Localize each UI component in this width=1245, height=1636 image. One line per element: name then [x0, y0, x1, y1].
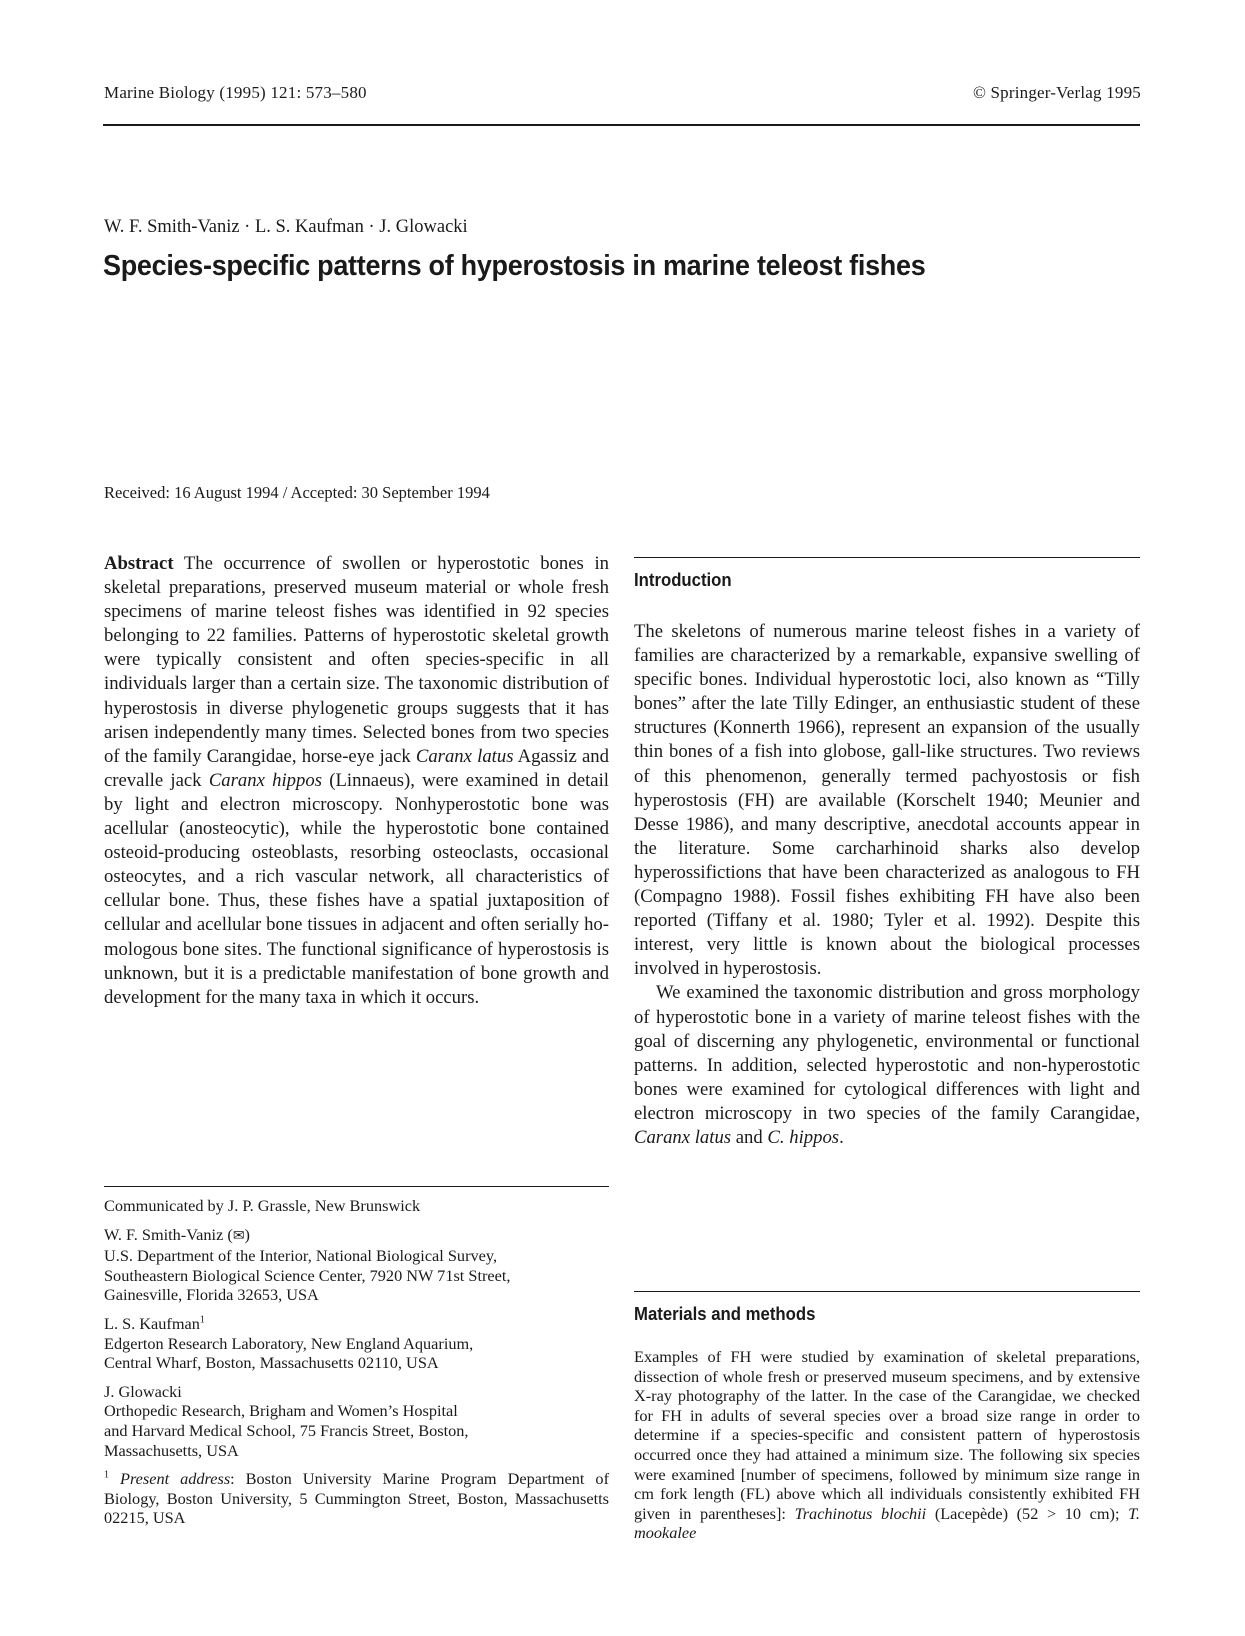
affiliation-kaufman: [104, 1314, 609, 1373]
species-name: Caranx hippos: [208, 769, 322, 791]
author-name: L. S. Kaufman: [104, 1313, 200, 1333]
received-dates: Received: 16 August 1994 / Accepted: 30 September 1994: [104, 483, 490, 502]
communicated-by: Communicated by J. P. Grassle, New Brunswick: [104, 1196, 421, 1215]
author-name: W. F. Smith-Vaniz: [104, 1224, 224, 1244]
header-rule: [103, 124, 1140, 126]
abstract-label: Abstract: [104, 553, 174, 574]
paragraph-text: We examined the taxonomic distribution and gross morphology of hyperostotic bone in a variety of marine teleost fishes with the goal of discerning any phylogenetic, environmental or functional patterns. In addition, selected hyperostotic and non-hyperostotic bones were examined for cytological differences with light and electron microscopy in two species of the family Carangidae,: [634, 982, 1140, 1124]
author-name: J. Glowacki: [104, 1381, 182, 1401]
footnote-marker: 1: [199, 1314, 205, 1326]
affiliation-line: and Harvard Medical School, 75 Francis Street, Boston,: [104, 1420, 469, 1440]
abstract: [104, 552, 609, 1010]
introduction-heading: Introduction: [634, 570, 732, 590]
section-rule: [634, 557, 1140, 558]
present-address-text: : Boston University Marine Program Department of Biology, Boston University, 5 Cummington Street, Boston, Massachusetts 02215, USA: [104, 1469, 609, 1528]
paragraph-text: and: [731, 1126, 768, 1148]
journal-citation: Marine Biology (1995) 121: 573–580: [104, 83, 367, 102]
affiliation-line: U.S. Department of the Interior, National Biological Survey,: [104, 1246, 498, 1266]
affiliation-line: Gainesville, Florida 32653, USA: [104, 1285, 319, 1305]
paragraph-text: .: [839, 1126, 844, 1148]
abstract-text: (Linnaeus), were examined in detail by light and electron microscopy. Nonhyperostotic bone was acellular (anosteocytic), while the hyperostotic bone contained osteoid-producing osteoblasts, resorbing osteoclasts, occasional osteocytes, and a rich vascular network, all characteristics of cellular bone. Thus, these fishes have a spatial juxtaposition of cellular and acellular bone tissues in adjacent and often serially homologous bone sites. The functional significance of hyperostosis is unknown, but it is a predictable manifestation of bone growth and development for the many taxa in which it occurs.: [104, 769, 609, 1008]
paragraph-text: (Lacepède) (52 > 10 cm);: [926, 1503, 1129, 1523]
introduction-paragraph: [634, 981, 1140, 1150]
present-address-note: [104, 1469, 609, 1528]
species-name: Caranx latus: [634, 1126, 732, 1148]
paragraph-text: Examples of FH were studied by examination of skeletal preparations, dissection of whole fresh or preserved museum specimens, and by extensive X-ray photography of the latter. In the case of the Carangidae, we checked for FH in adults of several species over a broad size range in order to determine if a species-specific and consistent pattern of hyperostosis occurred once they had attained a minimum size. The following six species were examined [number of specimens, followed by minimum size range in cm fork length (FL) above which all individuals consistently exhibited FH given in parentheses]:: [634, 1347, 1140, 1523]
affiliation-smith-vaniz: W. F. Smith-Vaniz (✉) U.S. Department of the Interior, National Biological Survey, Southeastern Biological Science Center, 7920 NW 71st Street, Gainesville, Florida 32653, USA: [104, 1225, 609, 1305]
present-address-label: Present address: [120, 1469, 231, 1489]
introduction-body: [634, 620, 1140, 1150]
copyright-notice: © Springer-Verlag 1995: [972, 83, 1141, 102]
envelope-icon: ✉: [232, 1228, 245, 1244]
author-list: W. F. Smith-Vaniz · L. S. Kaufman · J. Glowacki: [104, 217, 468, 237]
species-name: Caranx latus: [415, 745, 514, 767]
abstract-paragraph: [104, 552, 609, 1010]
footnote-rule: [104, 1186, 609, 1187]
footnote-marker: 1: [104, 1469, 109, 1481]
affiliation-line: Southeastern Biological Science Center, 7920 NW 71st Street,: [104, 1265, 511, 1285]
materials-methods-heading: Materials and methods: [634, 1304, 816, 1324]
section-rule: [634, 1291, 1140, 1292]
species-name: Trachinotus blochii: [794, 1503, 927, 1523]
affiliation-line: Orthopedic Research, Brigham and Women’s Hospital: [104, 1401, 458, 1421]
affiliation-line: Edgerton Research Laboratory, New England Aquarium,: [104, 1333, 474, 1353]
affiliation-glowacki: [104, 1382, 609, 1460]
species-name: T. mookalee: [634, 1503, 1140, 1543]
introduction-paragraph: The skeletons of numerous marine teleost fishes in a variety of families are characterized by a remarkable, expansive swelling of specific bones. Individual hyperostotic loci, also known as “Tilly bones” after the late Tilly Edinger, an enthusiastic student of these structures (Konnerth 1966), represent an expansion of the usually thin bones of a fish into globose, gall-like structures. Two reviews of this phenomenon, generally termed pachyostosis or fish hyperostosis (FH) are available (Korschelt 1940; Meunier and Desse 1986), and many descriptive, anecdotal accounts appear in the literature. Some carcharhinoid sharks also develop hyperossifictions that have been characterized as analogous to FH (Compagno 1988). Fossil fishes exhibiting FH have also been reported (Tiffany et al. 1980; Tyler et al. 1992). Despite this interest, very little is known about the biological processes involved in hyperostosis.: [634, 621, 1140, 980]
abstract-text: The occurrence of swollen or hyperostotic bones in skeletal preparations, preserved museum material or whole fresh specimens of marine teleost fishes was identified in 92 species belonging to 22 families. Patterns of hyperostotic skeletal growth were typically consistent and often species-specific in all individuals larger than a certain size. The taxonomic distribution of hyperostosis in diverse phylogenetic groups suggests that it has arisen independently many times. Selected bones from two species of the family Carangidae, horse-eye jack: [104, 553, 609, 767]
affiliation-line: Central Wharf, Boston, Massachusetts 02110, USA: [104, 1353, 439, 1373]
materials-methods-body: [634, 1347, 1140, 1543]
author-affiliations: [104, 1196, 609, 1537]
affiliation-line: Massachusetts, USA: [104, 1440, 239, 1460]
abstract-text: Agassiz and crevalle jack: [104, 745, 609, 791]
species-name: C. hippos: [767, 1126, 840, 1148]
article-title: Species-specific patterns of hyperostosis in marine teleost fishes: [103, 250, 926, 282]
